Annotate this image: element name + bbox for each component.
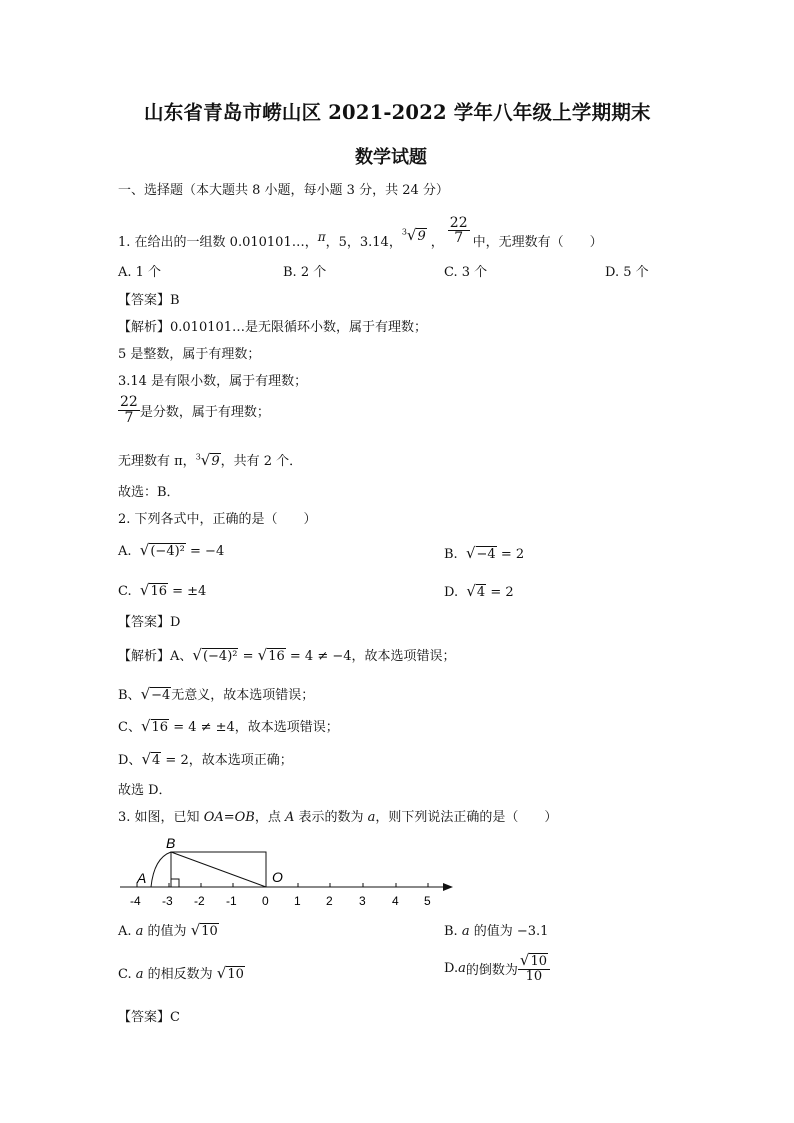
- q3-stem-text-2: ，点: [254, 810, 285, 825]
- q2-explanation-4: [118, 749, 293, 768]
- q1-stem-text-3: 中，无理数有（ ）: [472, 235, 603, 250]
- q2-option-d: [444, 582, 514, 600]
- q3-option-c: [118, 963, 245, 982]
- q2-explanation-3: [118, 716, 339, 735]
- sqrt-icon: √: [140, 685, 151, 703]
- point-label-o: O: [272, 869, 283, 885]
- option-rest: = 2: [486, 585, 514, 600]
- tick-label: 4: [392, 894, 399, 908]
- option-rest: = 2: [496, 547, 525, 562]
- page-title: 山东省青岛市崂山区 2021-2022 学年八年级上学期期末: [144, 101, 651, 124]
- q2-stem-text: 下列各式中，正确的是（ ）: [134, 512, 317, 527]
- tick-label: -4: [130, 894, 141, 908]
- fraction-numerator: [518, 953, 550, 970]
- sqrt-icon: √: [257, 646, 268, 664]
- option-var: a: [135, 967, 144, 982]
- q2-exp-text: C、: [118, 720, 141, 735]
- fraction-sqrt10-over-10: [518, 953, 550, 983]
- radicand: 9: [211, 454, 220, 469]
- sqrt-icon: √: [200, 451, 211, 469]
- q2-exp-rest: = 4 ≠ ±4，故本选项错误；: [169, 720, 339, 735]
- q2-explanation-5: 故选 D．: [118, 783, 172, 798]
- q2-exp-text: B、: [118, 688, 141, 703]
- point-label-b: B: [166, 835, 176, 851]
- option-text: 的值为 −3.1: [469, 924, 549, 939]
- q2-exp-text: D、: [118, 753, 142, 768]
- q1-sep: ，: [430, 235, 444, 250]
- q2-exp-rest: 无意义，故本选项错误；: [171, 688, 315, 703]
- right-angle-mark: [171, 879, 179, 887]
- section-heading: 一、选择题（本大题共 8 小题，每小题 3 分，共 24 分）: [118, 183, 449, 198]
- question-3-stem: [118, 806, 557, 825]
- sqrt-icon: √: [465, 544, 476, 562]
- radicand: 10: [227, 967, 244, 982]
- q1-explanation-3: 3.14 是有限小数，属于有理数；: [118, 374, 308, 389]
- option-text: 的值为: [143, 924, 191, 939]
- point-label-a: A: [137, 870, 147, 886]
- option-label: C.: [118, 967, 136, 982]
- radicand: (−4)²: [202, 649, 238, 664]
- sqrt-icon: √: [141, 750, 151, 768]
- option-var: a: [135, 924, 144, 939]
- q2-option-b: [444, 544, 524, 562]
- q1-explanation-4: [118, 395, 270, 425]
- q2-explanation-2: [118, 684, 314, 703]
- q1-stem-text-2: ，5，3.14，: [325, 235, 402, 250]
- page-subtitle: 数学试题: [355, 147, 427, 168]
- q1-exp5-text: 无理数有 π，: [118, 454, 196, 469]
- radicand: −4: [151, 688, 171, 703]
- fraction-numerator: 22: [449, 214, 468, 231]
- tick-label: -2: [194, 894, 205, 908]
- option-text: 的相反数为: [143, 967, 217, 982]
- question-1-stem: [118, 206, 603, 250]
- radicand: 16: [150, 584, 167, 599]
- radicand: 4: [476, 585, 486, 600]
- q1-answer: 【答案】B: [118, 293, 180, 308]
- radicand: 16: [268, 649, 285, 664]
- pi-symbol: π: [317, 230, 326, 244]
- tick-label: 3: [359, 894, 366, 908]
- radicand: 16: [151, 720, 169, 735]
- tick-label: -1: [226, 894, 237, 908]
- option-label: D.: [444, 585, 459, 600]
- q2-answer: 【答案】D: [118, 615, 181, 630]
- fraction-22-7: [448, 216, 470, 246]
- sqrt-icon: √: [192, 646, 202, 664]
- q2-exp-text: 【解析】A、: [118, 649, 193, 664]
- q1-stem-text: 在给出的一组数 0.010101…，: [134, 235, 318, 250]
- q1-option-b: B. 2 个: [283, 265, 327, 280]
- sqrt-icon: √: [140, 717, 151, 735]
- root-index: 3: [195, 452, 201, 462]
- tick-label: -3: [162, 894, 173, 908]
- radicand: 10: [201, 924, 218, 939]
- q3-option-b: [444, 920, 548, 939]
- sqrt-icon: √: [139, 581, 150, 599]
- root-index: 3: [401, 227, 407, 237]
- q1-explanation-2: 5 是整数，属于有理数；: [118, 347, 261, 362]
- q3-answer: 【答案】C: [118, 1010, 180, 1025]
- number-line-figure: [110, 832, 460, 912]
- tick-label: 5: [424, 894, 431, 908]
- diagonal-ob: [171, 852, 266, 887]
- q1-explanation-6: 故选：B．: [118, 485, 180, 500]
- q1-exp5-text-2: ，共有 2 个．: [220, 454, 303, 469]
- option-var: a: [461, 924, 470, 939]
- sqrt-icon: √: [190, 921, 201, 939]
- option-label: B.: [444, 547, 458, 562]
- question-2-stem: [118, 508, 317, 527]
- sqrt-icon: √: [139, 541, 150, 559]
- sqrt-icon: √: [466, 582, 476, 600]
- q2-exp-eq: =: [238, 649, 258, 664]
- radicand: 10: [530, 954, 547, 969]
- q3-option-d: [444, 953, 550, 983]
- radicand: 9: [417, 229, 426, 244]
- q3-stem-var: a: [367, 810, 376, 825]
- q3-stem-text-4: ，则下列说法正确的是（ ）: [375, 810, 558, 825]
- sqrt-icon: √: [519, 951, 530, 969]
- q2-explanation-1: [118, 645, 456, 664]
- axis-arrow-icon: [443, 883, 453, 891]
- option-label: D.: [444, 960, 459, 976]
- option-var: a: [458, 960, 466, 976]
- option-rest: = −4: [185, 544, 225, 559]
- tick-label: 1: [294, 894, 301, 908]
- q3-stem-eq: OA=OB: [203, 810, 255, 825]
- option-label: C.: [118, 584, 132, 599]
- q2-option-c: [118, 581, 206, 599]
- q1-explanation-1: 【解析】0.010101…是无限循环小数，属于有理数；: [118, 320, 428, 335]
- fraction-denominator: 7: [124, 409, 134, 426]
- sqrt-icon: √: [216, 964, 227, 982]
- q2-option-a: [118, 541, 224, 559]
- fraction-denominator: 10: [525, 968, 543, 984]
- q3-stem-text: 如图，已知: [134, 810, 204, 825]
- option-label: B.: [444, 924, 462, 939]
- option-text: 的倒数为: [465, 962, 518, 978]
- q3-stem-text-3: 表示的数为: [294, 810, 368, 825]
- q1-exp4-text: 是分数，属于有理数；: [139, 404, 270, 420]
- option-label: A.: [118, 544, 132, 559]
- arc-ab: [151, 852, 171, 887]
- option-rest: = ±4: [168, 584, 207, 599]
- option-label: A.: [118, 924, 136, 939]
- q2-exp-rest: = 4 ≠ −4，故本选项错误；: [285, 649, 456, 664]
- fraction-22-7: [118, 395, 140, 425]
- fraction-denominator: 7: [454, 230, 464, 247]
- q3-option-a: [118, 920, 219, 939]
- radicand: (−4)²: [150, 544, 185, 559]
- radicand: 4: [152, 753, 161, 768]
- question-number: 3.: [118, 810, 131, 825]
- q1-option-d: D. 5 个: [605, 265, 649, 280]
- radicand: −4: [476, 547, 496, 562]
- tick-label: 0: [262, 894, 269, 908]
- cube-root-9: $^3$√9: [401, 226, 426, 244]
- q2-exp-rest: = 2，故本选项正确；: [161, 753, 293, 768]
- tick-label: 2: [326, 894, 333, 908]
- question-number: 1.: [118, 235, 131, 250]
- q3-stem-point: A: [284, 810, 295, 825]
- q1-explanation-5: [118, 450, 302, 469]
- fraction-numerator: 22: [120, 394, 138, 410]
- q1-option-a: A. 1 个: [118, 265, 162, 280]
- q1-option-c: C. 3 个: [444, 265, 488, 280]
- question-number: 2.: [118, 512, 131, 527]
